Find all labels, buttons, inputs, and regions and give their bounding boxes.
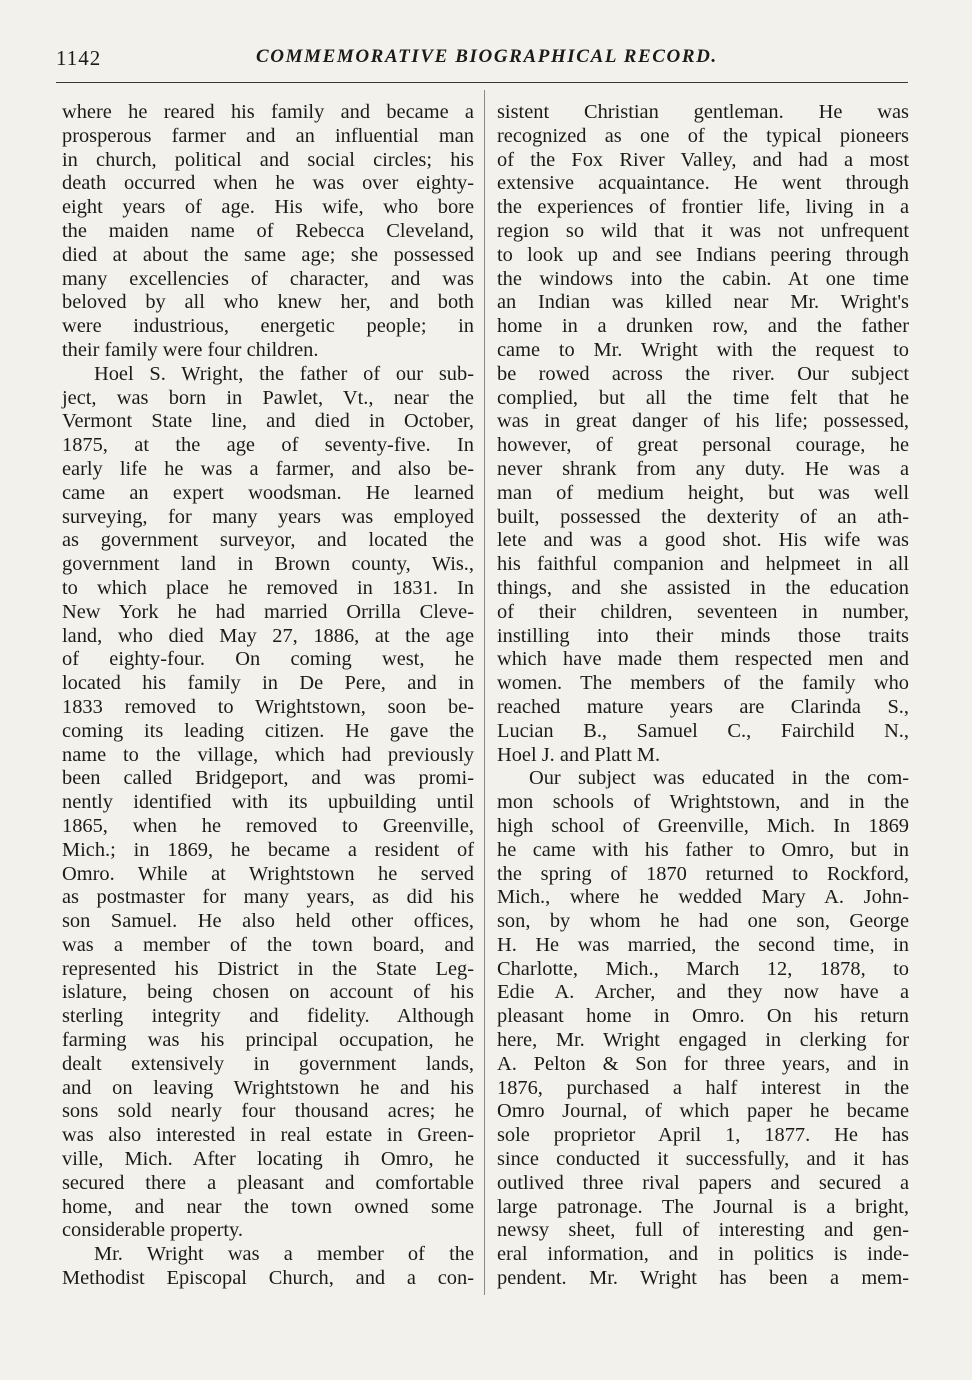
text-line: was a member of the town board, and bbox=[62, 933, 474, 956]
text-line: beloved by all who knew her, and both bbox=[62, 291, 474, 314]
page-header bbox=[56, 46, 912, 76]
text-line: built, possessed the dexterity of an ath- bbox=[497, 505, 909, 528]
text-line: many excellencies of character, and was bbox=[62, 267, 474, 290]
text-line: son Samuel. He also held other offices, bbox=[62, 910, 474, 933]
text-line: was also interested in real estate in Green- bbox=[62, 1124, 474, 1147]
text-line: their family were four children. bbox=[62, 338, 319, 361]
text-line: Edie A. Archer, and they now have a bbox=[497, 981, 909, 1004]
text-line: nently identified with its upbuilding until bbox=[62, 791, 474, 814]
text-line: sole proprietor April 1, 1877. He has bbox=[497, 1124, 909, 1147]
text-line: ject, was born in Pawlet, Vt., near the bbox=[62, 386, 474, 409]
text-line: New York he had married Orrilla Cleve- bbox=[62, 600, 474, 623]
text-line: Hoel S. Wright, the father of our sub- bbox=[94, 362, 474, 385]
text-line: eral information, and in politics is inde- bbox=[497, 1243, 909, 1266]
text-line: large patronage. The Journal is a bright, bbox=[497, 1195, 909, 1218]
text-line: sons sold nearly four thousand acres; he bbox=[62, 1100, 474, 1123]
text-line: outlived three rival papers and secured a bbox=[497, 1171, 909, 1194]
text-line: located his family in De Pere, and in bbox=[62, 672, 474, 695]
text-line: of eighty-four. On coming west, he bbox=[62, 648, 474, 671]
text-line: ville, Mich. After locating ih Omro, he bbox=[62, 1148, 474, 1171]
text-line: lete and was a good shot. His wife was bbox=[497, 529, 909, 552]
text-line: died at about the same age; she possessed bbox=[62, 243, 474, 266]
text-line: region so wild that it was not unfrequent bbox=[497, 219, 909, 242]
text-line: high school of Greenville, Mich. In 1869 bbox=[497, 814, 909, 837]
text-line: sistent Christian gentleman. He was bbox=[497, 101, 909, 123]
text-line: 1875, at the age of seventy-five. In bbox=[62, 434, 474, 457]
text-line: Hoel J. and Platt M. bbox=[497, 743, 661, 766]
text-line: and on leaving Wrightstown he and his bbox=[62, 1076, 474, 1099]
text-line: 1865, when he removed to Greenville, bbox=[62, 814, 474, 837]
text-line: of the Fox River Valley, and had a most bbox=[497, 148, 909, 171]
text-line: eight years of age. His wife, who bore bbox=[62, 196, 474, 219]
text-line: the windows into the cabin. At one time bbox=[497, 267, 909, 290]
text-line: came an expert woodsman. He learned bbox=[62, 481, 474, 504]
text-line: death occurred when he was over eighty- bbox=[62, 172, 474, 195]
right-column bbox=[497, 101, 909, 1291]
text-line: as government surveyor, and located the bbox=[62, 529, 474, 552]
text-line: Charlotte, Mich., March 12, 1878, to bbox=[497, 957, 909, 980]
text-line: of their children, seventeen in number, bbox=[497, 600, 909, 623]
text-line: coming its leading citizen. He gave the bbox=[62, 719, 474, 742]
text-line: Mich., where he wedded Mary A. John- bbox=[497, 886, 909, 909]
text-line: where he reared his family and became a bbox=[62, 101, 474, 123]
text-line: as postmaster for many years, as did his bbox=[62, 886, 474, 909]
text-line: came to Mr. Wright with the request to bbox=[497, 338, 909, 361]
text-line: government land in Brown county, Wis., bbox=[62, 553, 474, 576]
text-line: the experiences of frontier life, living in a bbox=[497, 196, 909, 219]
text-line: the spring of 1870 returned to Rockford, bbox=[497, 862, 909, 885]
text-line: surveying, for many years was employed bbox=[62, 505, 474, 528]
text-line: recognized as one of the typical pioneers bbox=[497, 124, 909, 147]
text-line: in church, political and social circles; his bbox=[62, 148, 474, 171]
text-line: farming was his principal occupation, he bbox=[62, 1029, 474, 1052]
text-line: represented his District in the State Leg- bbox=[62, 957, 474, 980]
text-line: Omro. While at Wrightstown he served bbox=[62, 862, 474, 885]
text-line: was in great danger of his life; possessed, bbox=[497, 410, 909, 433]
text-line: 1833 removed to Wrightstown, soon be- bbox=[62, 695, 474, 718]
header-rule bbox=[56, 82, 908, 83]
text-line: here, Mr. Wright engaged in clerking for bbox=[497, 1029, 909, 1052]
text-line: secured there a pleasant and comfortable bbox=[62, 1171, 474, 1194]
text-line: Mr. Wright was a member of the bbox=[94, 1243, 474, 1266]
text-line: reached mature years are Clarinda S., bbox=[497, 695, 909, 718]
text-line: pendent. Mr. Wright has been a mem- bbox=[497, 1267, 909, 1290]
text-line: H. He was married, the second time, in bbox=[497, 933, 909, 956]
text-line: prosperous farmer and an influential man bbox=[62, 124, 474, 147]
text-line: newsy sheet, full of interesting and gen- bbox=[497, 1219, 909, 1242]
text-line: extensive acquaintance. He went through bbox=[497, 172, 909, 195]
text-line: be rowed across the river. Our subject bbox=[497, 362, 909, 385]
text-line: dealt extensively in government lands, bbox=[62, 1052, 474, 1075]
text-line: Lucian B., Samuel C., Fairchild N., bbox=[497, 719, 909, 742]
text-line: complied, but all the time felt that he bbox=[497, 386, 909, 409]
text-line: which have made them respected men and bbox=[497, 648, 909, 671]
text-line: son, by whom he had one son, George bbox=[497, 910, 909, 933]
text-line: Omro Journal, of which paper he became bbox=[497, 1100, 909, 1123]
text-line: women. The members of the family who bbox=[497, 672, 909, 695]
text-line: since conducted it successfully, and it has bbox=[497, 1148, 909, 1171]
text-line: to which place he removed in 1831. In bbox=[62, 576, 474, 599]
text-line: Our subject was educated in the com- bbox=[529, 767, 909, 790]
left-column bbox=[62, 101, 474, 1291]
text-line: to look up and see Indians peering through bbox=[497, 243, 909, 266]
text-line: an Indian was killed near Mr. Wright's bbox=[497, 291, 909, 314]
text-line: man of medium height, but was well bbox=[497, 481, 909, 504]
text-line: never shrank from any duty. He was a bbox=[497, 457, 909, 480]
text-line: sterling integrity and fidelity. Although bbox=[62, 1005, 474, 1028]
text-line: early life he was a farmer, and also be- bbox=[62, 457, 474, 480]
text-line: land, who died May 27, 1886, at the age bbox=[62, 624, 474, 647]
running-head: COMMEMORATIVE BIOGRAPHICAL RECORD. bbox=[256, 46, 718, 67]
text-line: however, of great personal courage, he bbox=[497, 434, 909, 457]
text-line: Vermont State line, and died in October, bbox=[62, 410, 474, 433]
text-line: instilling into their minds those traits bbox=[497, 624, 909, 647]
text-line: his faithful companion and helpmeet in all bbox=[497, 553, 909, 576]
text-line: were industrious, energetic people; in bbox=[62, 315, 474, 338]
page-number: 1142 bbox=[56, 46, 102, 70]
text-line: Mich.; in 1869, he became a resident of bbox=[62, 838, 474, 861]
text-line: A. Pelton & Son for three years, and in bbox=[497, 1052, 909, 1075]
text-line: pleasant home in Omro. On his return bbox=[497, 1005, 909, 1028]
text-line: mon schools of Wrightstown, and in the bbox=[497, 791, 909, 814]
text-line: 1876, purchased a half interest in the bbox=[497, 1076, 909, 1099]
text-line: the maiden name of Rebecca Cleveland, bbox=[62, 219, 474, 242]
text-line: been called Bridgeport, and was promi- bbox=[62, 767, 474, 790]
text-line: Methodist Episcopal Church, and a con- bbox=[62, 1267, 474, 1290]
text-line: home in a drunken row, and the father bbox=[497, 315, 909, 338]
text-line: islature, being chosen on account of his bbox=[62, 981, 474, 1004]
text-line: things, and she assisted in the education bbox=[497, 576, 909, 599]
text-line: considerable property. bbox=[62, 1219, 243, 1242]
text-line: he came with his father to Omro, but in bbox=[497, 838, 909, 861]
text-line: name to the village, which had previously bbox=[62, 743, 474, 766]
text-line: home, and near the town owned some bbox=[62, 1195, 474, 1218]
column-divider bbox=[484, 90, 485, 1295]
